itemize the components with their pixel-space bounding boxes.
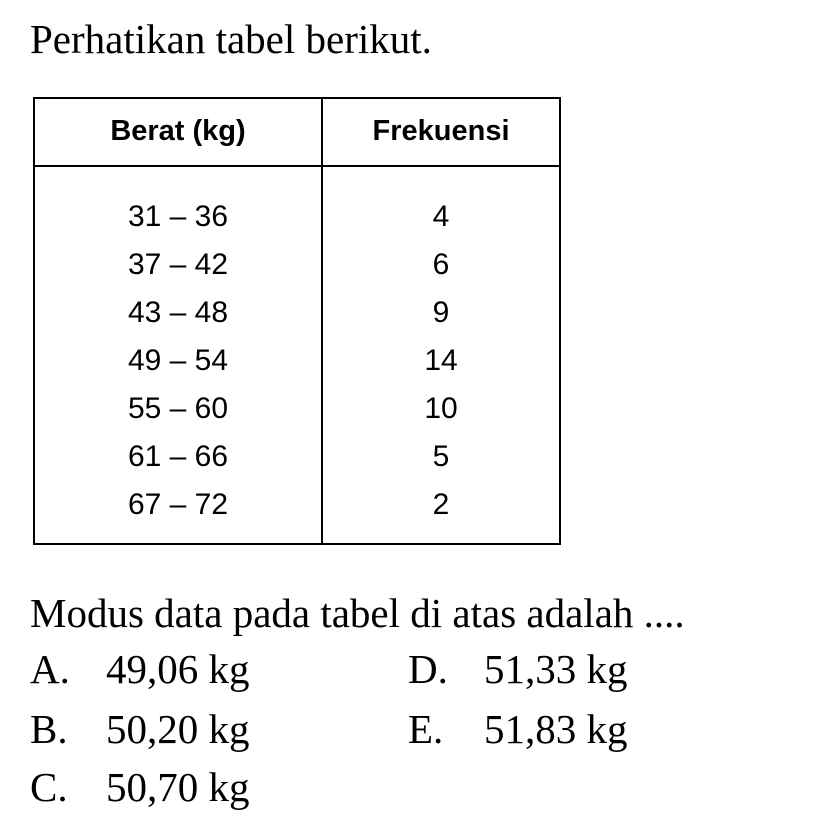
frequency-cell: 6 — [432, 248, 450, 281]
frequency-cell: 9 — [432, 296, 450, 329]
weight-cell: 55 – 60 — [127, 392, 229, 425]
weight-cell: 31 – 36 — [127, 200, 229, 233]
header-frequency: Frekuensi — [372, 115, 510, 147]
weight-cell: 49 – 54 — [127, 344, 229, 377]
weight-cell: 67 – 72 — [127, 488, 229, 521]
option-value: 50,20 kg — [106, 706, 250, 752]
frequency-cell: 14 — [424, 344, 458, 377]
option-d[interactable] — [408, 644, 628, 694]
header-divider — [35, 165, 559, 167]
intro-text: Perhatikan tabel berikut. — [30, 16, 432, 62]
header-weight: Berat (kg) — [110, 115, 246, 147]
frequency-column — [323, 193, 559, 529]
option-value: 51,33 kg — [484, 646, 628, 692]
weight-column — [35, 193, 321, 529]
frequency-cell: 4 — [432, 200, 450, 233]
option-value: 50,70 kg — [106, 764, 250, 810]
option-letter: E. — [408, 706, 444, 752]
weight-cell: 37 – 42 — [127, 248, 229, 281]
option-letter: C. — [30, 764, 68, 810]
frequency-table — [33, 97, 561, 545]
option-value: 49,06 kg — [106, 646, 250, 692]
option-letter: A. — [30, 646, 70, 692]
question-text: Modus data pada tabel di atas adalah .... — [30, 590, 685, 636]
option-letter: D. — [408, 646, 448, 692]
option-b[interactable] — [30, 704, 250, 754]
frequency-cell: 10 — [424, 392, 458, 425]
option-e[interactable] — [408, 704, 628, 754]
option-value: 51,83 kg — [484, 706, 628, 752]
option-a[interactable] — [30, 644, 250, 694]
weight-cell: 61 – 66 — [127, 440, 229, 473]
weight-cell: 43 – 48 — [127, 296, 229, 329]
frequency-cell: 2 — [432, 488, 450, 521]
frequency-cell: 5 — [432, 440, 450, 473]
option-c[interactable] — [30, 762, 250, 812]
option-letter: B. — [30, 706, 68, 752]
